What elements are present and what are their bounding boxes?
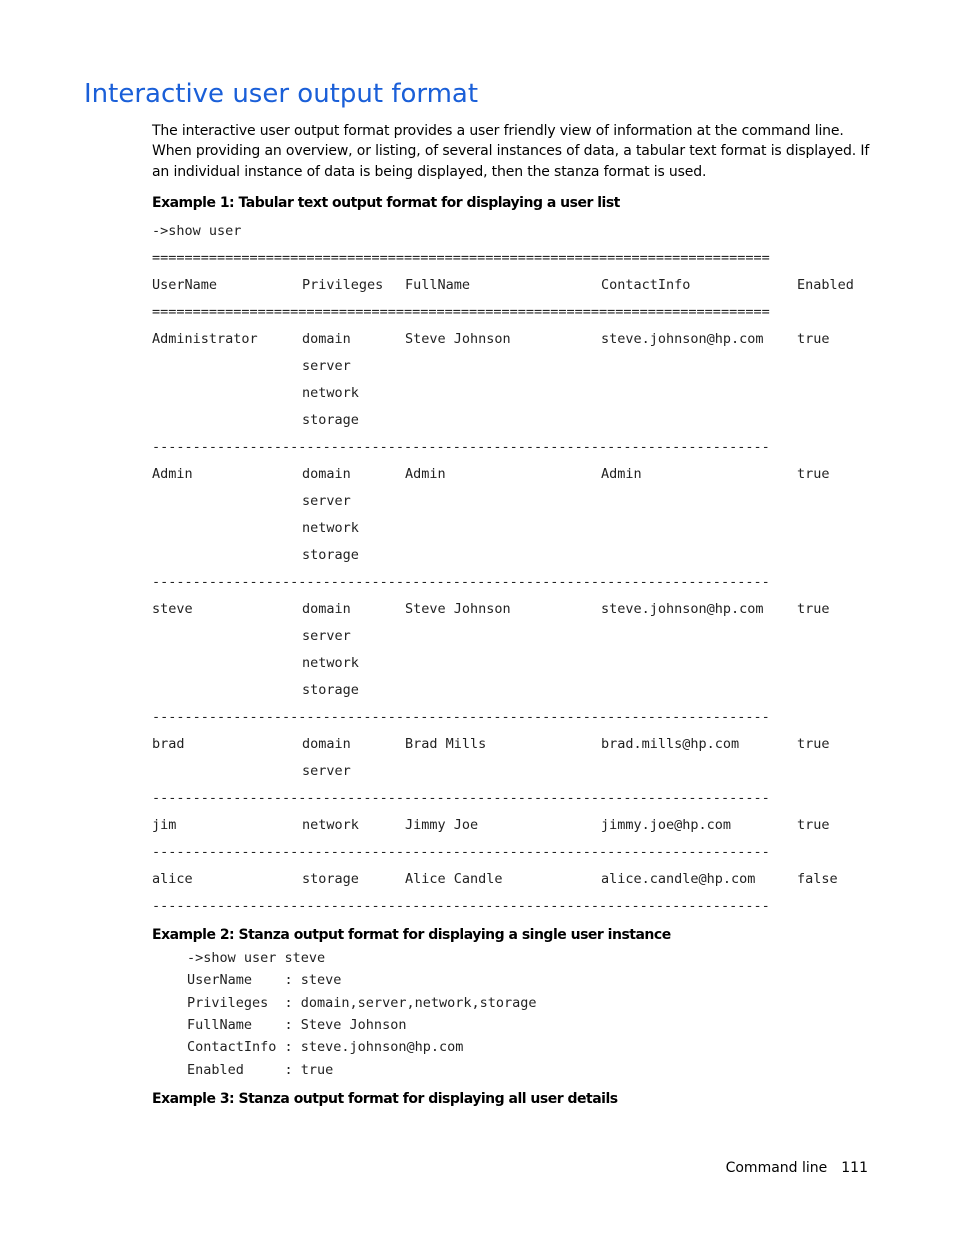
table-rule: ----------------------------------------------------------------------------	[152, 574, 770, 590]
table-cell-privilege: server	[302, 763, 351, 779]
table-cell-privilege: network	[302, 385, 359, 401]
table-rule: ----------------------------------------------------------------------------	[152, 439, 770, 455]
example-2-heading: Example 2: Stanza output format for displaying a single user instance	[152, 927, 671, 943]
example-1-command: ->show user	[152, 223, 242, 239]
table-cell-privilege: domain	[302, 601, 351, 617]
table-cell-username: brad	[152, 736, 185, 752]
intro-paragraph: The interactive user output format provides a user friendly view of information at the command line. When providing an overview, or listing, of several instances of data, a tabular text format is displayed. If an individual instance of data is being displayed, then the stanza format is used.	[152, 123, 870, 180]
table-cell-fullname: Brad Mills	[405, 736, 487, 752]
stanza-line: UserName : steve	[187, 972, 342, 989]
table-cell-enabled: true	[797, 736, 830, 752]
table-cell-username: alice	[152, 871, 193, 887]
table-cell-privilege: network	[302, 817, 359, 833]
table-cell-privilege: network	[302, 520, 359, 536]
stanza-line: Enabled : true	[187, 1061, 334, 1078]
table-cell-privilege: domain	[302, 331, 351, 347]
table-cell-fullname: Jimmy Joe	[405, 817, 479, 833]
page-title: Interactive user output format	[84, 79, 479, 109]
table-cell-privilege: storage	[302, 547, 359, 563]
footer-section-name: Command line	[725, 1160, 828, 1176]
table-cell-username: steve	[152, 601, 193, 617]
table-header-enabled: Enabled	[797, 277, 854, 293]
table-cell-contactinfo: alice.candle@hp.com	[601, 871, 756, 887]
table-rule: ----------------------------------------------------------------------------	[152, 844, 770, 860]
table-cell-privilege: server	[302, 493, 351, 509]
table-cell-privilege: domain	[302, 466, 351, 482]
table-rule: ----------------------------------------------------------------------------	[152, 790, 770, 806]
page-footer	[726, 1158, 868, 1178]
table-cell-privilege: storage	[302, 682, 359, 698]
page-number: 111	[841, 1160, 868, 1176]
table-rule: ----------------------------------------------------------------------------	[152, 898, 770, 914]
table-cell-username: Administrator	[152, 331, 258, 347]
table-cell-contactinfo: brad.mills@hp.com	[601, 736, 740, 752]
table-cell-contactinfo: steve.johnson@hp.com	[601, 331, 764, 347]
table-rule: ----------------------------------------------------------------------------	[152, 709, 770, 725]
table-cell-privilege: network	[302, 655, 359, 671]
table-rule: ============================================================================	[152, 250, 770, 266]
table-cell-privilege: server	[302, 358, 351, 374]
table-cell-fullname: Alice Candle	[405, 871, 503, 887]
table-cell-enabled: true	[797, 331, 830, 347]
stanza-line: Privileges : domain,server,network,storage	[187, 994, 537, 1011]
table-cell-contactinfo: jimmy.joe@hp.com	[601, 817, 732, 833]
example-1-heading: Example 1: Tabular text output format for displaying a user list	[152, 195, 620, 211]
table-cell-privilege: storage	[302, 412, 359, 428]
table-cell-username: Admin	[152, 466, 193, 482]
table-cell-fullname: Admin	[405, 466, 446, 482]
table-header-privileges: Privileges	[302, 277, 384, 293]
table-cell-privilege: server	[302, 628, 351, 644]
table-cell-fullname: Steve Johnson	[405, 601, 511, 617]
table-cell-privilege: domain	[302, 736, 351, 752]
table-cell-contactinfo: steve.johnson@hp.com	[601, 601, 764, 617]
table-header-fullname: FullName	[405, 277, 471, 293]
table-cell-contactinfo: Admin	[601, 466, 642, 482]
table-cell-enabled: false	[797, 871, 838, 887]
table-cell-username: jim	[152, 817, 177, 833]
table-cell-privilege: storage	[302, 871, 359, 887]
stanza-command: ->show user steve	[187, 950, 326, 966]
table-cell-fullname: Steve Johnson	[405, 331, 511, 347]
stanza-line: ContactInfo : steve.johnson@hp.com	[187, 1039, 464, 1056]
table-cell-enabled: true	[797, 817, 830, 833]
table-header-contactinfo: ContactInfo	[601, 277, 691, 293]
table-header-username: UserName	[152, 277, 218, 293]
table-rule: ============================================================================	[152, 304, 770, 320]
table-cell-enabled: true	[797, 466, 830, 482]
stanza-line: FullName : Steve Johnson	[187, 1016, 407, 1033]
example-3-heading: Example 3: Stanza output format for displaying all user details	[152, 1091, 618, 1107]
table-cell-enabled: true	[797, 601, 830, 617]
